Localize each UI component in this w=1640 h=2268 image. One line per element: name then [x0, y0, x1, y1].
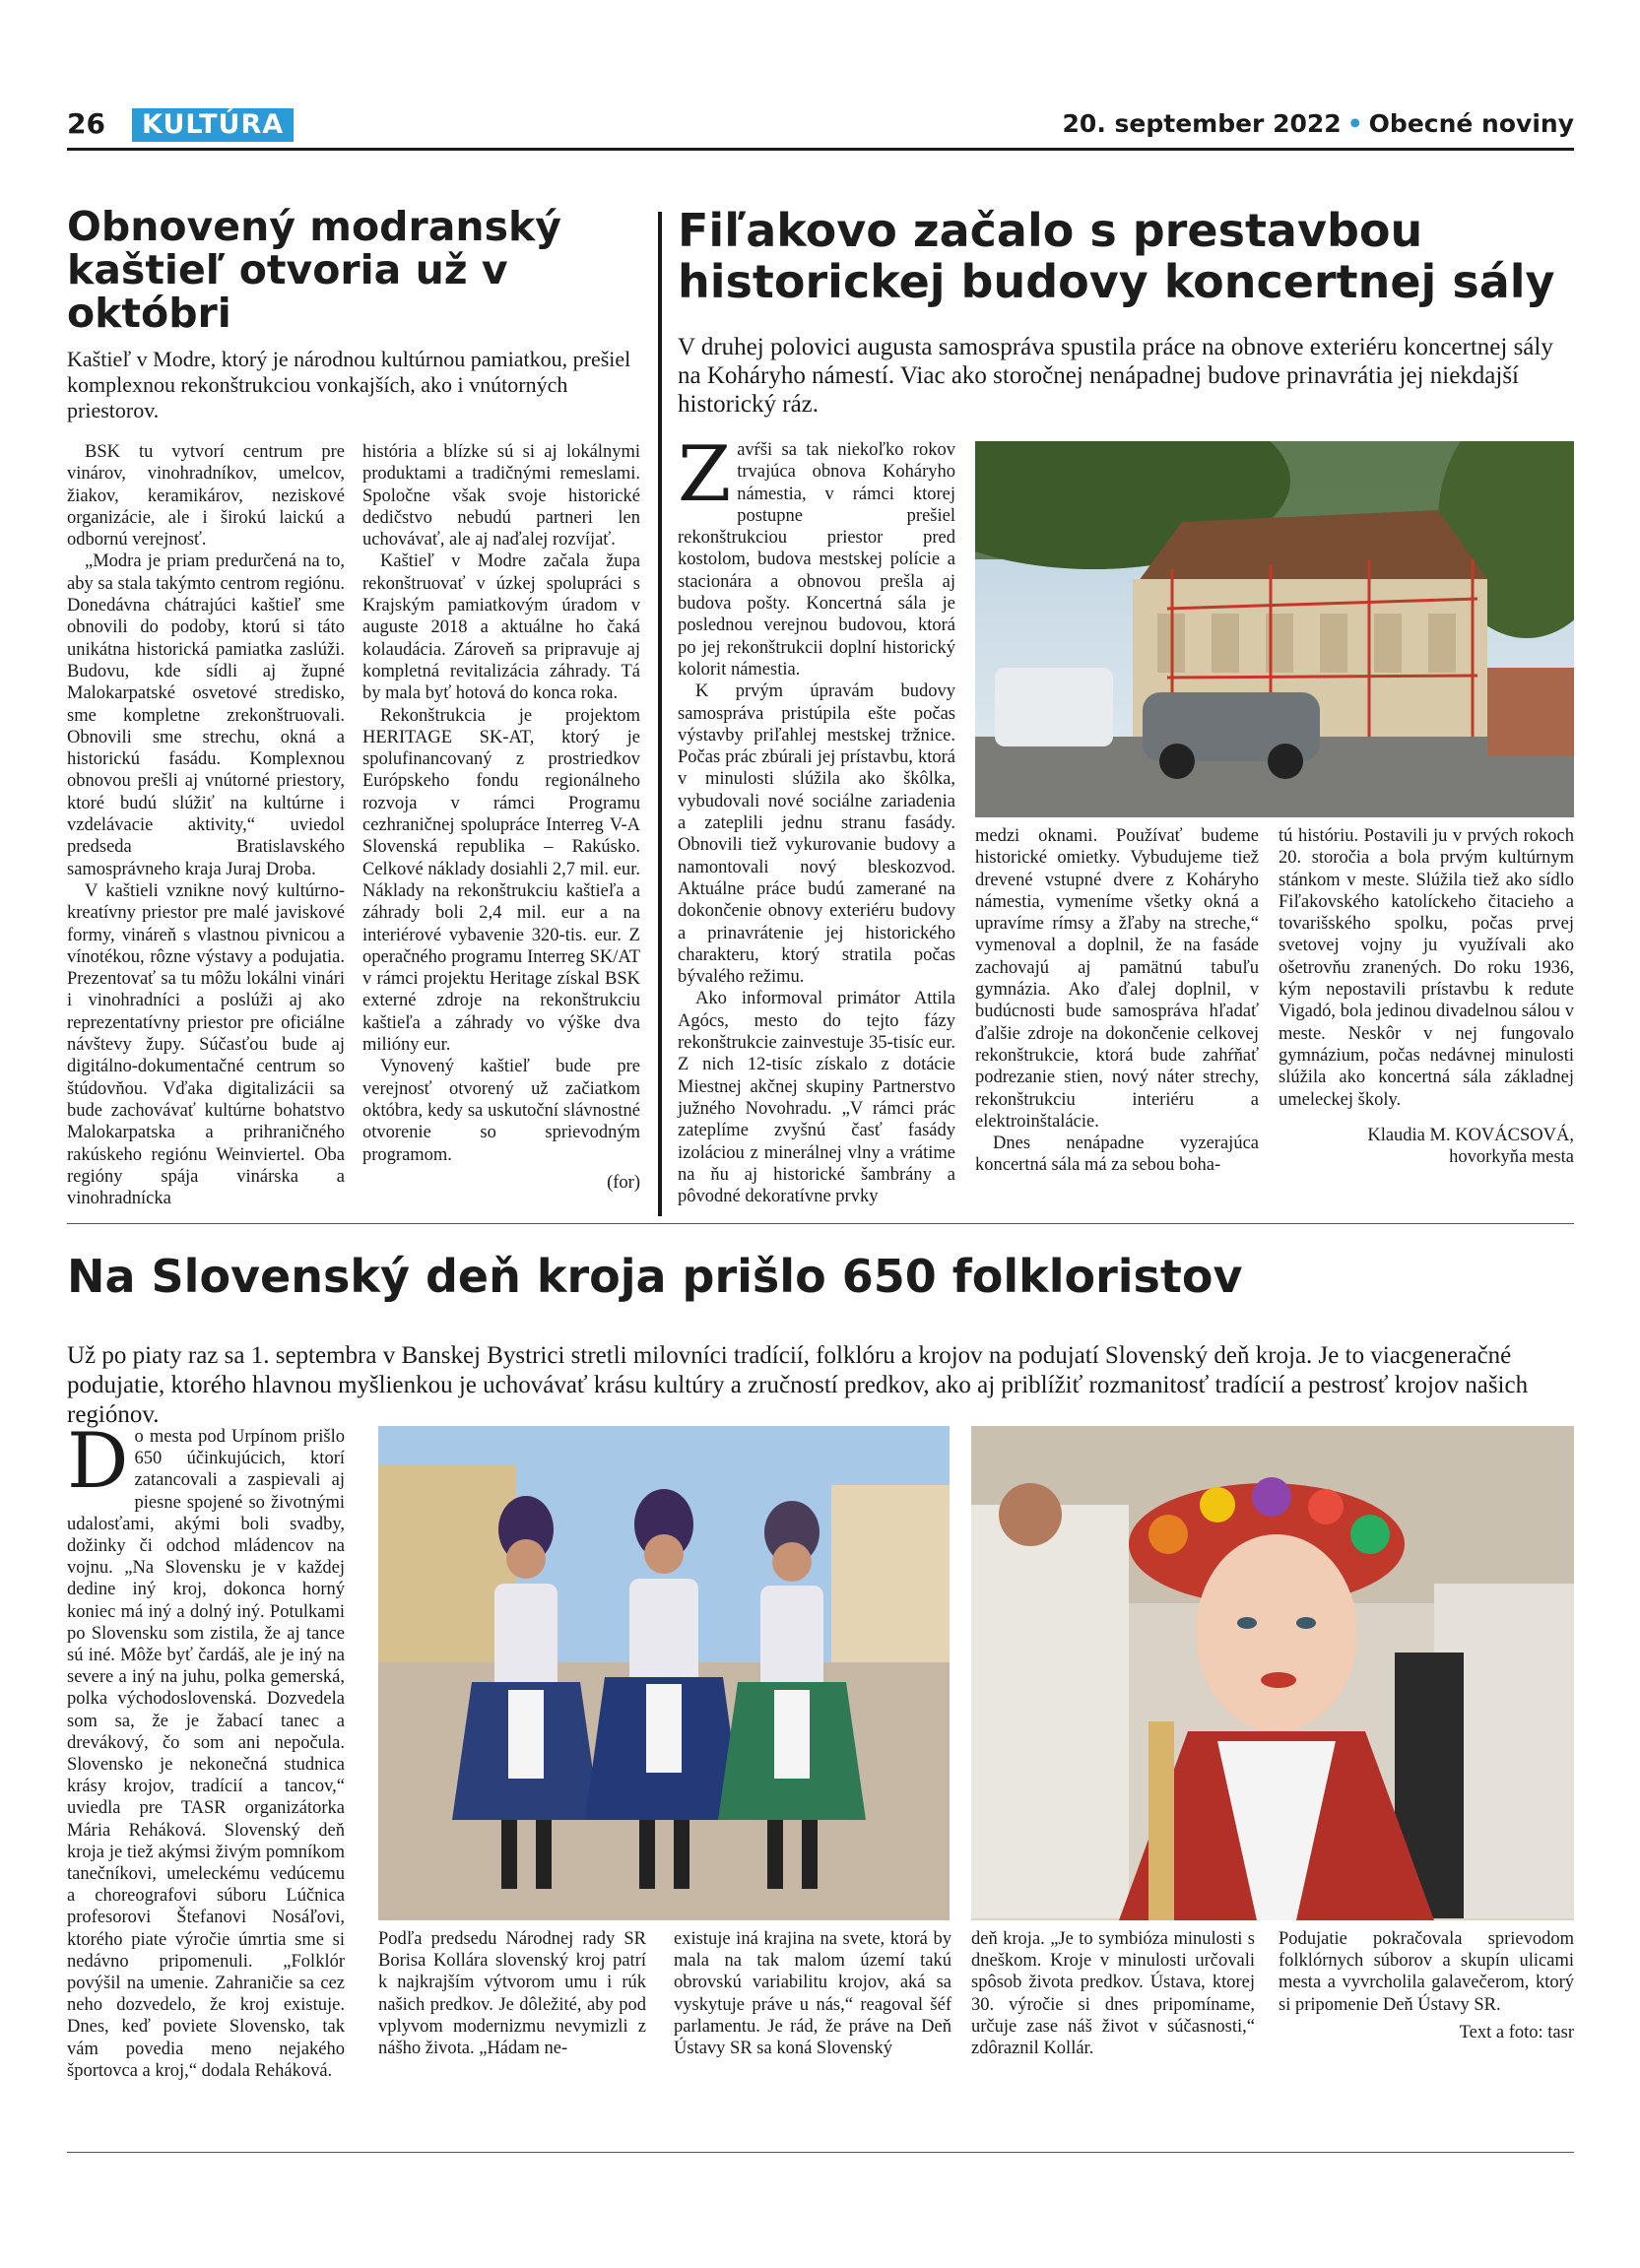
article2-column-1: [678, 430, 955, 1207]
article3-title: Na Slovenský deň kroja prišlo 650 folkloristov: [67, 1250, 1243, 1303]
article3-column-1: [67, 1417, 345, 2082]
article3-lead: Už po piaty raz sa 1. septembra v Banskej Bystrici stretli milovníci tradícií, folklóru a krojov na podujatí Slovenský deň kroja. Je to viacgeneračné podujatie, ktorého hlavnou myšlienkou je uchovávať krásu kultúry a zručností predkov, ako aj priblížiť rozmanitosť tradícií a pestrosť krojov našich regiónov.: [67, 1342, 1529, 1428]
article1-column-2: [362, 441, 640, 1194]
folk-costume-women-photo: [378, 1426, 950, 1920]
paragraph: [678, 430, 955, 680]
issue-date: 20. september 2022: [1062, 109, 1342, 138]
girl-with-flower-wreath-image: [971, 1426, 1574, 1920]
article2-column-2: [975, 825, 1259, 1177]
article2-title: Fiľakovo začalo s prestavbou historickej budovy koncertnej sály: [678, 204, 1555, 308]
article1-lead: Kaštieľ v Modre, ktorý je národnou kultúrnou pamiatkou, prešiel komplexnou rekonštrukciou vonkajších, ako i vnútorných priestorov.: [67, 347, 631, 422]
paragraph: Dnes nenápadne vyzerajúca koncertná sála má za sebou boha-: [975, 1134, 1259, 1176]
article1-signature: (for): [607, 1172, 640, 1193]
paragraph: Ako informoval primátor Attila Agócs, mesto do tejto fázy rekonštrukcie zainvestuje 35-tisíc eur. Z nich 12-tisíc získalo z dotácie Miestnej akčnej skupiny Partnerstvo južného Novohradu. „V rámci prác zateplíme zvyšnú časť fasády izoláciou z minerálnej vlny a vrátime na ňu aj historické šambrány a pôvodné dekoratívne prvky: [678, 989, 955, 1207]
paragraph: tú históriu. Postavili ju v prvých rokoch 20. storočia a bola prvým kultúrnym stánkom v meste. Slúžila tiež ako sídlo Fiľakovského katolíckeho čitacieho a tovarišského spolku, počas prvej svetovej vojny ju využívali ako ošetrovňu zranených. Do roku 1936, kým nepostavili prístavbu k redute Vigadó, bola jedinou divadelnou sálou v meste. Neskôr v nej fungovalo gymnázium, počas nedávnej minulosti slúžila ako koncertná sála základnej umeleckej školy.: [1279, 826, 1574, 1110]
article2-lead: V druhej polovici augusta samospráva spustila práce na obnove exteriéru koncertnej sály na Koháryho námestí. Viac ako storočnej nenápadnej budove prinavrátia jej niekdajší historický ráz.: [678, 334, 1553, 418]
article2-signature: [1279, 1125, 1574, 1169]
paragraph-text: avŕši sa tak niekoľko rokov trvajúca obnova Koháryho námestia, v rámci ktorej postupne prešiel rekonštrukciou priestor pred kostolom, budova mestskej polície a stacionára a obnovou prešla aj budova pošty. Koncertná sála je poslednou verejnou budovou, ktorá po jej rekonštrukcii doplní historický kolorit námestia.: [678, 440, 955, 680]
paragraph: Podujatie pokračovala sprievodom folklórnych súborov a skupín ulicami mesta a vyvrcholila galavečerom, ktorý si pripomenie Deň Ústavy SR.: [1279, 1929, 1574, 2015]
page-number: 26: [67, 107, 105, 140]
paragraph: Kaštieľ v Modre začala župa rekonštruovať v úzkej spolupráci s Krajským pamiatkovým úradom v auguste 2018 a aktuálne ho čaká kolaudácia. Zároveň sa pripravuje aj kompletná revitalizácia záhrady. Tá by mala byť hotová do konca roka.: [362, 551, 640, 704]
paper-name: Obecné noviny: [1368, 109, 1574, 138]
author-role: hovorkyňa mesta: [1449, 1147, 1574, 1168]
paragraph: deň kroja. „Je to symbióza minulosti s dneškom. Kroje v minulosti určovali spôsob života predkov. Ústava, ktorej 30. výročie si dnes pripomíname, určuje zase náš život v súčasnosti,“ zdôraznil Kollár.: [971, 1929, 1255, 2059]
header-rule: [67, 148, 1574, 151]
dropcap: D: [67, 1417, 129, 1506]
page-header: [67, 106, 1574, 146]
paragraph: K prvým úpravám budovy samospráva pristúpila ešte počas výstavby priľahlej mestskej tržnice. Počas prác zbúrali jej prístavbu, ktorá v minulosti slúžila ako škôlka, vybudovali nové sociálne zariadenia a zateplili jednu stranu fasády. Obnovili tiež vykurovanie budovy a namontovali nový bleskozvod. Aktuálne práce budú zamerané na dokončenie obnovy exteriéru budovy a prinavrátenie jej historického charakteru, ktorý stratila počas bývalého režimu.: [678, 681, 955, 988]
dropcap: Z: [678, 430, 732, 519]
folk-costume-women-image: [378, 1426, 950, 1920]
paragraph: BSK tu vytvorí centrum pre vinárov, vinohradníkov, umelcov, žiakov, keramikárov, neziskové organizácie, ale i širokú laickú a odbornú verejnosť.: [67, 442, 345, 551]
girl-with-flower-wreath-photo: [971, 1426, 1574, 1920]
article2-column-3: [1279, 825, 1574, 1168]
paragraph: Vynovený kaštieľ bude pre verejnosť otvorený už začiatkom októbra, kedy sa uskutoční slávnostné otvorenie so sprievodným programom.: [362, 1057, 640, 1165]
concert-hall-photo: [975, 441, 1574, 817]
article3-column-4: [971, 1928, 1255, 2059]
article1-title: Obnovený modranský kaštieľ otvoria už v októbri: [67, 203, 561, 337]
column-separator: [658, 212, 662, 1216]
article3-column-5: [1279, 1928, 1574, 2043]
footer-rule: [67, 2152, 1574, 2153]
article3-signature: Text a foto: tasr: [1459, 2022, 1574, 2042]
author-name: Klaudia M. KOVÁCSOVÁ,: [1367, 1125, 1574, 1145]
separator-dot: •: [1346, 109, 1363, 138]
paragraph: Podľa predsedu Národnej rady SR Borisa Kollára slovenský kroj patrí k najkrajším výtvorom umu i rúk našich predkov. Je dôležité, aby pod vplyvom modernizmu nevymizli z nášho života. „Hádam ne-: [378, 1929, 646, 2059]
section-divider: [67, 1223, 1574, 1224]
paragraph: [67, 1417, 345, 2082]
article1-column-1: [67, 441, 345, 1209]
paragraph: V kaštieli vznikne nový kultúrno-kreatívny priestor pre malé javiskové formy, vináreň s vlastnou pivnicou a vínotékou, rôzne výstavy a podujatia. Prezentovať sa tu môžu lokálni vinári i vinohradníci a poslúži aj ako reprezentatívny priestor pre oficiálne návštevy župy. Súčasťou bude aj digitálno-dokumentačné centrum so štúdovňou. Vďaka digitalizácii sa bude zachovávať kultúrne bohatstvo Malokarpatska a prihraničného rakúskeho regiónu Weinviertel. Oba regióny spája vinárska a vinohradnícka: [67, 880, 345, 1209]
paragraph-text: o mesta pod Urpínom prišlo 650 účinkujúcich, ktorí zatancovali a zaspievali aj piesne spojené so životnými udalosťami, akými boli svadby, dožinky či odchod mládencov na vojnu. „Na Slovensku je v každej dedine iný kroj, dokonca horný koniec má iný a dolný iný. Potulkami po Slovensku som zistila, že aj tance sú iné. Môže byť čardáš, ale je iný na severe a iný na juhu, polka gemerská, polka východoslovenská. Dozvedela som sa, že je žabací tanec a drevákový, čo som ani nepočula. Slovensko je nekonečná studnica krásy krojov, tradícií a tancov,“ uviedla pre TASR organizátorka Mária Reháková. Slovenský deň kroja je tiež akýmsi živým pomníkom tanečníkovi, umeleckému vedúcemu a choreografovi súboru Lúčnica profesorovi Štefanovi Nosáľovi, ktorého piate výročie úmrtia sme si nedávno pripomenuli. „Folklór povýšil na umenie. Zahraničie sa cez neho dozvedelo, že kroj existuje. Dnes, keď poviete Slovensko, tak vám povedia meno nejakého športovca a kroj,“ dodala Reháková.: [67, 1427, 345, 2081]
article3-column-2: [378, 1928, 646, 2059]
section-label: KULTÚRA: [132, 108, 294, 142]
paragraph: medzi oknami. Používať budeme historické omietky. Vybudujeme tiež drevené vstupné dvere z Koháryho námestia, vymeníme všetky okná a upravíme rímsy a žľaby na streche,“ vymenoval a doplnil, že na fasáde zachovajú aj pamätnú tabuľu gymnázia. Ako ďalej doplnil, v budúcnosti bude samospráva hľadať ďalšie zdroje na dokončenie celkovej rekonštrukcie, ktorá bude zahŕňať podrezanie stien, nový náter strechy, rekonštrukciu interiéru a elektroinštalácie.: [975, 826, 1259, 1132]
concert-hall-image: [975, 441, 1574, 817]
paragraph: história a blízke sú si aj lokálnymi produktami a tradičnými remeslami. Spoločne však svoje historické dedičstvo nebudú partneri len uchovávať, ale aj naďalej rozvíjať.: [362, 442, 640, 551]
paragraph: existuje iná krajina na svete, ktorá by mala na tak malom území takú obrovskú variabilitu krojov, aká sa vyskytuje práve u nás,“ reagoval šéf parlamentu. Je rád, že práve na Deň Ústavy SR sa koná Slovenský: [674, 1929, 951, 2059]
paragraph: Rekonštrukcia je projektom HERITAGE SK-AT, ktorý je spolufinancovaný z prostriedkov Európskeho fondu regionálneho rozvoja v rámci Programu cezhraničnej spolupráce Interreg V-A Slovenská republika – Rakúsko. Celkové náklady dosiahli 2,7 mil. eur. Náklady na rekonštrukciu kaštieľa a záhrady boli 2,4 mil. eur a na interiérové vybavenie 320-tis. eur. Z operačného programu Interreg SK/AT v rámci projektu Heritage získal BSK externé zdroje na rekonštrukciu kaštieľa a záhrady vo výške dva milióny eur.: [362, 705, 640, 1056]
dateline: [1063, 106, 1574, 142]
article3-column-3: [674, 1928, 951, 2059]
paragraph: „Modra je priam predurčená na to, aby sa stala takýmto centrom regiónu. Donedávna chátrajúci kaštieľ sme obnovili do podoby, ktorú si táto unikátna historická pamiatka zaslúži. Budovu, kde sídli aj župné Malokarpatské osvetové stredisko, sme kompletne zrekonštruovali. Obnovili sme strechu, okná a historickú fasádu. Komplexnou obnovou prešli aj vnútorné priestory, ktoré budú slúžiť na kultúrne i vzdelávacie aktivity,“ uviedol predseda Bratislavského samosprávneho kraja Juraj Droba.: [67, 551, 345, 879]
